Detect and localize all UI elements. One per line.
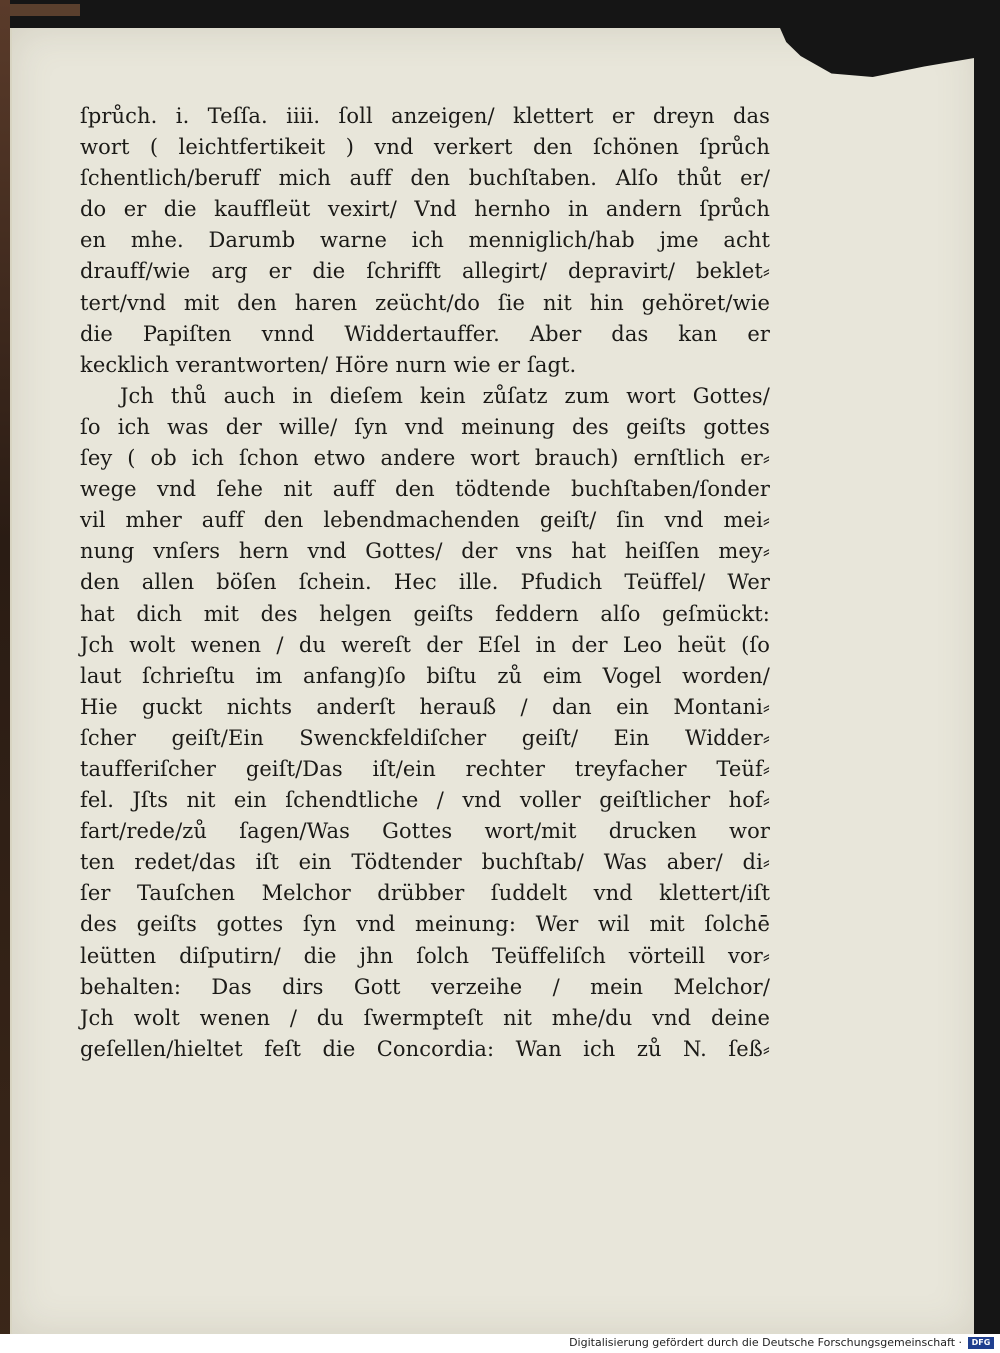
- text-line: ſo ich was der wille/ ſyn vnd meinung des geiſts gottes: [80, 414, 770, 439]
- text-line: en mhe. Darumb warne ich menniglich/hab jme acht: [80, 228, 770, 253]
- text-line: ſer Tauſchen Melchor drübber ſuddelt vnd klettert/iſt: [80, 881, 770, 906]
- text-line: die Papiſten vnnd Widdertauffer. Aber das kan er: [80, 321, 770, 346]
- text-line: tert/vnd mit den haren zeücht/do ſie nit hin gehöret/wie: [80, 290, 770, 315]
- text-line: geſellen/hieltet feſt die Concordia: Wan ich zů N. ſeß⸗: [80, 1036, 770, 1061]
- text-line: laut ſchrieſtu im anfang)ſo biſtu zů eim Vogel worden/: [80, 663, 770, 688]
- text-line: Hie guckt nichts anderſt herauß / dan ein Montani⸗: [80, 694, 770, 719]
- text-line: ſcher geiſt/Ein Swenckfeldiſcher geiſt/ Ein Widder⸗: [80, 725, 770, 750]
- text-line: Jch wolt wenen / du ſwermpteſt nit mhe/du vnd deine: [80, 1005, 770, 1030]
- text-line: vil mher auff den lebendmachenden geiſt/ ſin vnd mei⸗: [80, 508, 770, 533]
- scan-top-border: [0, 0, 1000, 28]
- page-text: [80, 101, 770, 1065]
- text-line: fart/rede/zů ſagen/Was Gottes wort/mit drucken wor: [80, 819, 770, 844]
- book-spine-edge: [0, 0, 10, 1353]
- text-line: kecklich verantworten/ Höre nurn wie er ſagt.: [80, 352, 577, 377]
- text-line: ſchentlich/beruff mich auff den buchſtaben. Alſo thůt er/: [80, 166, 770, 191]
- text-line: Jch thů auch in dieſem kein zůſatz zum wort Gottes/: [120, 383, 770, 408]
- funding-credit: Digitalisierung gefördert durch die Deutsche Forschungsgemeinschaft ·: [569, 1336, 962, 1349]
- text-line: fel. Jſts nit ein ſchendtliche / vnd voller geiſtlicher hof⸗: [80, 788, 770, 813]
- dfg-logo: DFG: [968, 1337, 994, 1349]
- text-line: wege vnd ſehe nit auff den tödtende buchſtaben/ſonder: [80, 477, 770, 502]
- text-line: ſey ( ob ich ſchon etwo andere wort brauch) ernſtlich er⸗: [80, 446, 770, 471]
- text-line: Jch wolt wenen / du wereſt der Eſel in der Leo heüt (ſo: [80, 632, 770, 657]
- digitization-footer: [0, 1334, 1000, 1353]
- text-line: taufferiſcher geiſt/Das iſt/ein rechter treyfacher Teüf⸗: [80, 756, 770, 781]
- text-line: do er die kauffleüt vexirt/ Vnd hernho in andern ſprůch: [80, 197, 770, 222]
- text-line: den allen böſen ſchein. Hec ille. Pfudich Teüffel/ Wer: [80, 570, 770, 595]
- text-line: behalten: Das dirs Gott verzeihe / mein Melchor/: [80, 974, 770, 999]
- text-line: nung vnſers hern vnd Gottes/ der vns hat heiſſen mey⸗: [80, 539, 770, 564]
- scan-right-border: [974, 0, 1000, 1353]
- text-line: des geiſts gottes ſyn vnd meinung: Wer wil mit ſolchē: [80, 912, 770, 937]
- text-line: hat dich mit des helgen geiſts feddern alſo geſmückt:: [80, 601, 770, 626]
- text-line: drauff/wie arg er die ſchrifft allegirt/ depravirt/ beklet⸗: [80, 259, 770, 284]
- binding-fragment: [10, 4, 80, 16]
- text-line: ſprůch. i. Teſſa. iiii. ſoll anzeigen/ klettert er dreyn das: [80, 104, 770, 128]
- text-line: ten redet/das iſt ein Tödtender buchſtab/ Was aber/ di⸗: [80, 850, 770, 875]
- text-line: leütten diſputirn/ die jhn ſolch Teüffeliſch vörteill vor⸗: [80, 943, 770, 968]
- text-line: wort ( leichtfertikeit ) vnd verkert den ſchönen ſprůch: [80, 135, 770, 160]
- torn-corner: [780, 28, 986, 98]
